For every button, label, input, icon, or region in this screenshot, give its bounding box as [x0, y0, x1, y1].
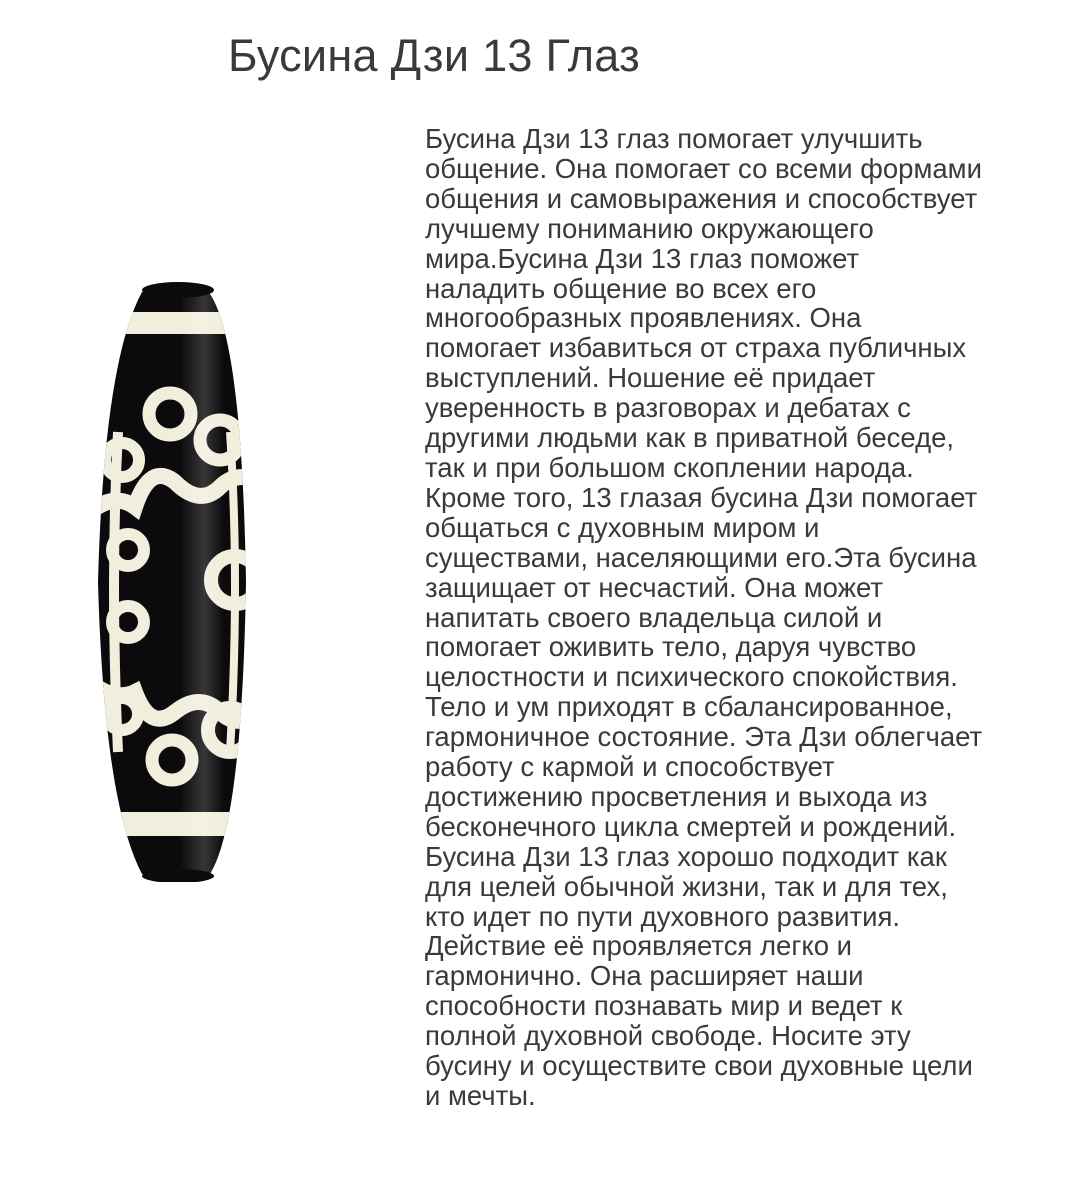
description-line: общаться с духовным миром и — [425, 511, 820, 543]
description-line: для целей обычной жизни, так и для тех, — [425, 870, 948, 902]
description-line: так и при большом скоплении народа. — [425, 451, 914, 483]
description-line: наладить общение во всех его — [425, 272, 817, 304]
dzi-bead-image — [90, 282, 280, 882]
description-line: выступлений. Ношение её придает — [425, 362, 876, 394]
description-line: гармоничное состояние. Эта Дзи облегчает — [425, 721, 983, 753]
description-line: работу с кармой и способствует — [425, 751, 835, 783]
description-line: достижению просветления и выхода из — [425, 780, 928, 812]
description-line: Действие её проявляется легко и — [425, 930, 853, 962]
description-line: защищает от несчастий. Она может — [425, 571, 884, 603]
description-line: общения и самовыражения и способствует — [425, 182, 978, 214]
description-line: помогает оживить тело, даруя чувство — [425, 631, 917, 663]
description-line: способности познавать мир и ведет к — [425, 990, 903, 1022]
page-title: Бусина Дзи 13 Глаз — [228, 30, 641, 81]
description-line: напитать своего владельца силой и — [425, 601, 883, 633]
description-line: бесконечного цикла смертей и рождений. — [425, 810, 957, 842]
description-line: помогает избавиться от страха публичных — [425, 332, 967, 364]
description-line: гармонично. Она расширяет наши — [425, 960, 864, 992]
description-line: и мечты. — [425, 1080, 536, 1111]
description-line: существами, населяющими его.Эта бусина — [425, 541, 977, 573]
bead-description — [425, 124, 1065, 1111]
description-line: мира.Бусина Дзи 13 глаз поможет — [425, 242, 860, 274]
description-line: Кроме того, 13 глазая бусина Дзи помогает — [425, 481, 978, 513]
description-line: Бусина Дзи 13 глаз хорошо подходит как — [425, 840, 947, 872]
description-line: полной духовной свободе. Носите эту — [425, 1020, 911, 1052]
description-line: уверенность в разговорах и дебатах с — [425, 392, 911, 424]
description-line: Тело и ум приходят в сбалансированное, — [425, 691, 953, 723]
description-line: другими людьми как в приватной беседе, — [425, 422, 955, 454]
description-line: общение. Она помогает со всеми формами — [425, 152, 982, 184]
description-line: бусину и осуществите свои духовные цели — [425, 1050, 973, 1082]
description-line: кто идет по пути духовного развития. — [425, 900, 900, 932]
description-line: целостности и психического спокойствия. — [425, 661, 958, 693]
description-line: многообразных проявлениях. Она — [425, 302, 862, 334]
description-line: лучшему пониманию окружающего — [425, 212, 874, 244]
description-line: Бусина Дзи 13 глаз помогает улучшить — [425, 123, 923, 154]
